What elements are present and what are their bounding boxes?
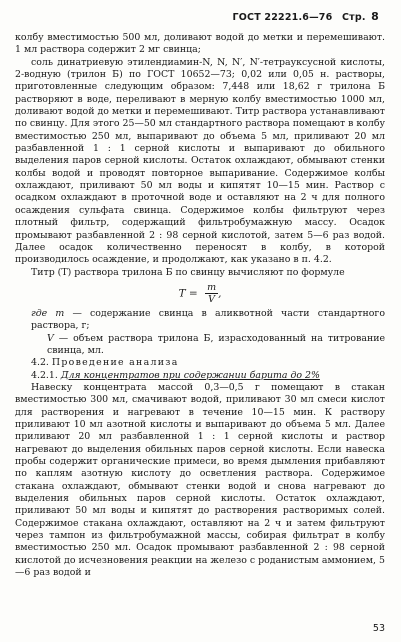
subsection-title: Для концентратов при содержании барита до 2% [60, 369, 320, 381]
subsection-number: 4.2.1. [31, 369, 58, 381]
formula-numerator: m [207, 281, 217, 293]
page-label: Стр. [341, 12, 366, 23]
formula-tail: , [218, 287, 222, 300]
definition-m [15, 308, 385, 333]
subsection-heading [15, 370, 385, 382]
paragraph: Титр (T) раствора трилона Б по свинцу вычисляют по формуле [31, 266, 345, 278]
section-number: 4.2. [31, 357, 49, 369]
running-header [231, 10, 379, 23]
definition-v [15, 333, 385, 358]
standard-number: ГОСТ 22221.6—76 [232, 12, 333, 23]
definition-text: — объем раствора трилона Б, израсходованный на титрование свинца, мл. [47, 332, 385, 356]
page-number: 53 [372, 623, 385, 634]
section-heading [15, 357, 385, 369]
titer-formula [15, 282, 385, 305]
definition-symbol: V [47, 332, 54, 344]
formula-lhs: T = [178, 287, 198, 300]
formula-fraction [205, 282, 218, 305]
definition-text: — содержание свинца в аликвотной части стандартного раствора, г; [31, 307, 385, 332]
header-page-number: 8 [371, 10, 379, 23]
section-title: Проведение анализа [51, 357, 179, 369]
body-text [15, 32, 385, 579]
formula-denominator: V [208, 293, 215, 305]
definition-symbol: где m [31, 307, 65, 319]
paragraph: соль динатриевую этилендиамин-N, N, N′, N′-тетрауксусной кислоты, 2-водную (трилон Б) по ГОСТ 10652—73; 0,02 или 0,05 н. растворы, приготовленные следующим образом: 7,448 или 18,62 г трилона Б растворяют в воде, переливают в мерную колбу вместимостью 1000 мл, доливают водой до метки и перемешивают. Титр раствора устанавливают по свинцу. Для этого 25—50 мл стандартного раствора помещают в колбу вместимостью 250 мл, выпаривают до объема 5 мл, приливают 20 мл разбавленной 1 : 1 серной кислоты и выпаривают до обильного выделения паров серной кислоты. Остаток охлаждают, обмывают стенки колбы водой и проводят повторное выпаривание. Содержимое колбы охлаждают, приливают 50 мл воды и кипятят 10—15 мин. Раствор с осадком охлаждают в проточной воде и оставляют на 2 ч для полного осаждения сульфата свинца. Содержимое колбы фильтруют через плотный фильтр, содержащий фильтробумажную массу. Осадок промывают разбавленной 2 : 98 серной кислотой, затем 5—6 раз водой. Далее осадок количественно переносят в колбу, в которой производилось осаждение, и продолжают, как указано в п. 4.2. [15, 56, 385, 266]
procedure-paragraph: Навеску концентрата массой 0,3—0,5 г помещают в стакан вместимостью 300 мл, смачивают водой, приливают 30 мл смеси кислот для растворения и нагревают в течение 10—15 мин. К раствору приливают 10 мл азотной кислоты и выпаривают до объема 5 мл. Далее приливают 20 мл разбавленной 1 : 1 серной кислоты и раствор нагревают до выделения обильных паров серной кислоты. Если навеска пробы содержит органические примеси, во время дымления прибавляют по каплям азотную кислоту до осветления раствора. Содержимое стакана охлаждают, обмывают стенки водой и снова нагревают до выделения обильных паров серной кислоты. Остаток охлаждают, приливают 50 мл воды и кипятят до растворения растворимых солей. Содержимое стакана охлаждают, оставляют на 2 ч и затем фильтруют через тампон из фильтробумажной массы, собирая фильтрат в колбу вместимостью 250 мл. Осадок промывают разбавленной 2 : 98 серной кислотой до исчезновения реакции на железо с роданистым аммонием, 5—6 раз водой и [15, 381, 385, 579]
paragraph: колбу вместимостью 500 мл, доливают водой до метки и перемешивают. 1 мл раствора содержит 2 мг свинца; [15, 32, 385, 56]
